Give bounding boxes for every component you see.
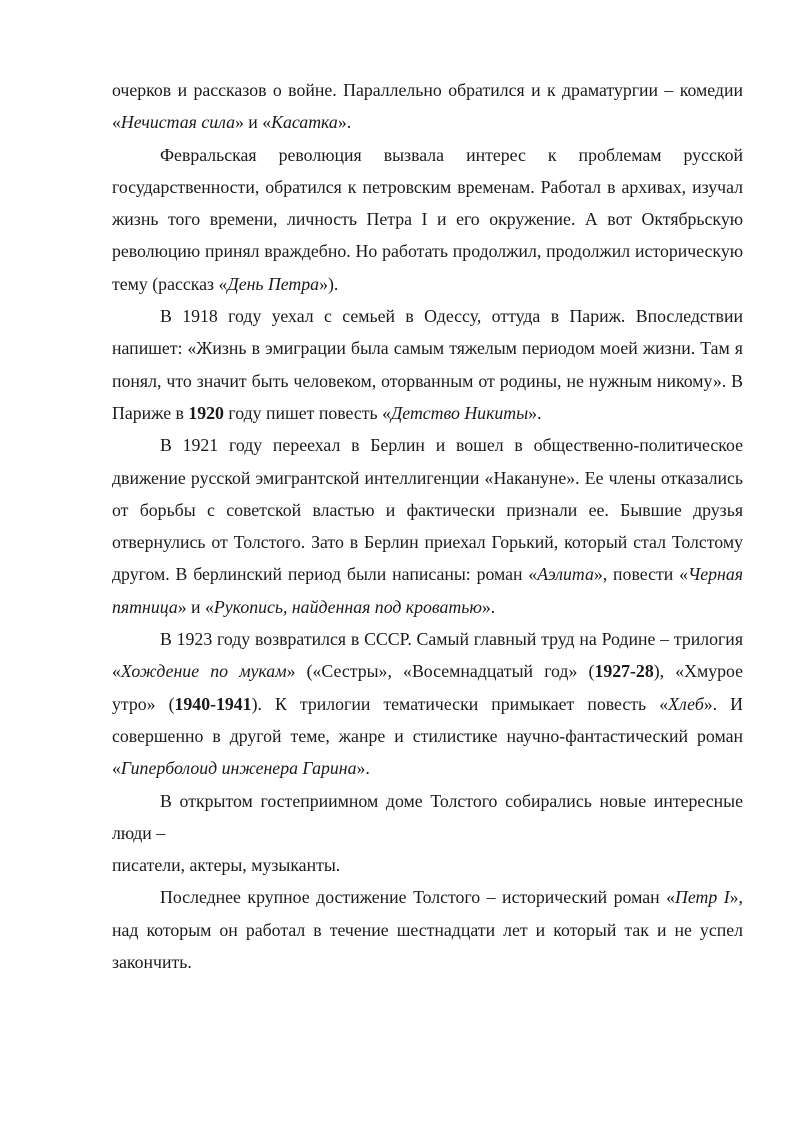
italic-run: День Петра — [227, 273, 320, 294]
text-run: Последнее крупное достижение Толстого – исторический роман « — [160, 887, 675, 908]
italic-run: Петр I — [675, 887, 730, 908]
paragraph-6 — [112, 785, 743, 850]
text-run: В 1923 году возвратился в СССР. Самый главный труд на Родине – трилогия « — [112, 629, 743, 682]
italic-run: Аэлита — [537, 564, 594, 585]
text-run: ». — [356, 758, 370, 779]
text-run: писатели, актеры, музыканты. — [112, 855, 341, 876]
text-run: ». — [481, 596, 496, 617]
italic-run: Касатка — [271, 112, 338, 133]
paragraph-1 — [112, 74, 743, 139]
paragraph-7 — [112, 849, 743, 881]
document-page — [112, 74, 743, 978]
text-run: очерков и рассказов о войне. Параллельно обратился и к драматургии – комедии « — [112, 80, 743, 133]
italic-run: Черная пятница — [112, 564, 743, 617]
italic-run: Гиперболоид инженера Гарина — [120, 758, 357, 779]
text-run: ». — [528, 402, 542, 423]
text-run: ). К трилогии тематически примыкает повесть « — [251, 693, 669, 714]
italic-run: Нечистая сила — [120, 112, 235, 133]
italic-run: Рукопись, найденная под кроватью — [213, 596, 482, 617]
bold-run: 1927-28 — [594, 661, 654, 682]
text-run: » («Сестры», «Восемнадцатый год» ( — [286, 661, 595, 682]
italic-run: Хлеб — [668, 693, 704, 714]
text-run: ), «Хмурое утро» ( — [112, 661, 744, 714]
text-run: В 1918 году уехал с семьей в Одессу, оттуда в Париж. Впоследствии напишет: «Жизнь в эмиграции была самым тяжелым периодом моей жизни. Там я понял, что значит быть человеком, оторванным от родины, не нужным никому». В Париже в — [112, 306, 743, 423]
paragraph-4 — [112, 429, 743, 623]
paragraph-3 — [112, 300, 743, 429]
paragraph-8 — [112, 881, 743, 978]
text-run: ». И совершенно в другой теме, жанре и стилистике научно-фантастический роман « — [112, 693, 743, 779]
text-run: ». — [337, 112, 352, 133]
text-run: », повести « — [593, 564, 688, 585]
text-run: » и « — [234, 112, 272, 133]
text-run: В открытом гостеприимном доме Толстого собирались новые интересные люди – — [112, 790, 743, 843]
text-run: году пишет повесть « — [223, 402, 391, 423]
italic-run: Детство Никиты — [390, 402, 529, 423]
text-run: », над которым он работал в течение шестнадцати лет и который так и не успел закончить. — [112, 887, 743, 973]
paragraph-5 — [112, 623, 743, 784]
text-run: В 1921 году переехал в Берлин и вошел в общественно-политическое движение русской эмигрантской интеллигенции «Накануне». Ее члены отказались от борьбы с советской властью и фактически признали ее. Бывшие друзья отвернулись от Толстого. Зато в Берлин приехал Горький, который стал Толстому другом. В берлинский период были написаны: роман « — [112, 435, 743, 585]
paragraph-2 — [112, 139, 743, 300]
text-run: Февральская революция вызвала интерес к проблемам русской государственности, обратился к петровским временам. Работал в архивах, изучал жизнь того времени, личность Петра I и его окружение. А вот Октябрьскую революцию принял враждебно. Но работать продолжил, продолжил историческую тему (рассказ « — [112, 144, 743, 294]
bold-run: 1920 — [188, 402, 224, 423]
text-run: »). — [319, 273, 339, 294]
bold-run: 1940-1941 — [174, 693, 252, 714]
italic-run: Хождение по мукам — [120, 661, 287, 682]
text-run: » и « — [177, 596, 214, 617]
